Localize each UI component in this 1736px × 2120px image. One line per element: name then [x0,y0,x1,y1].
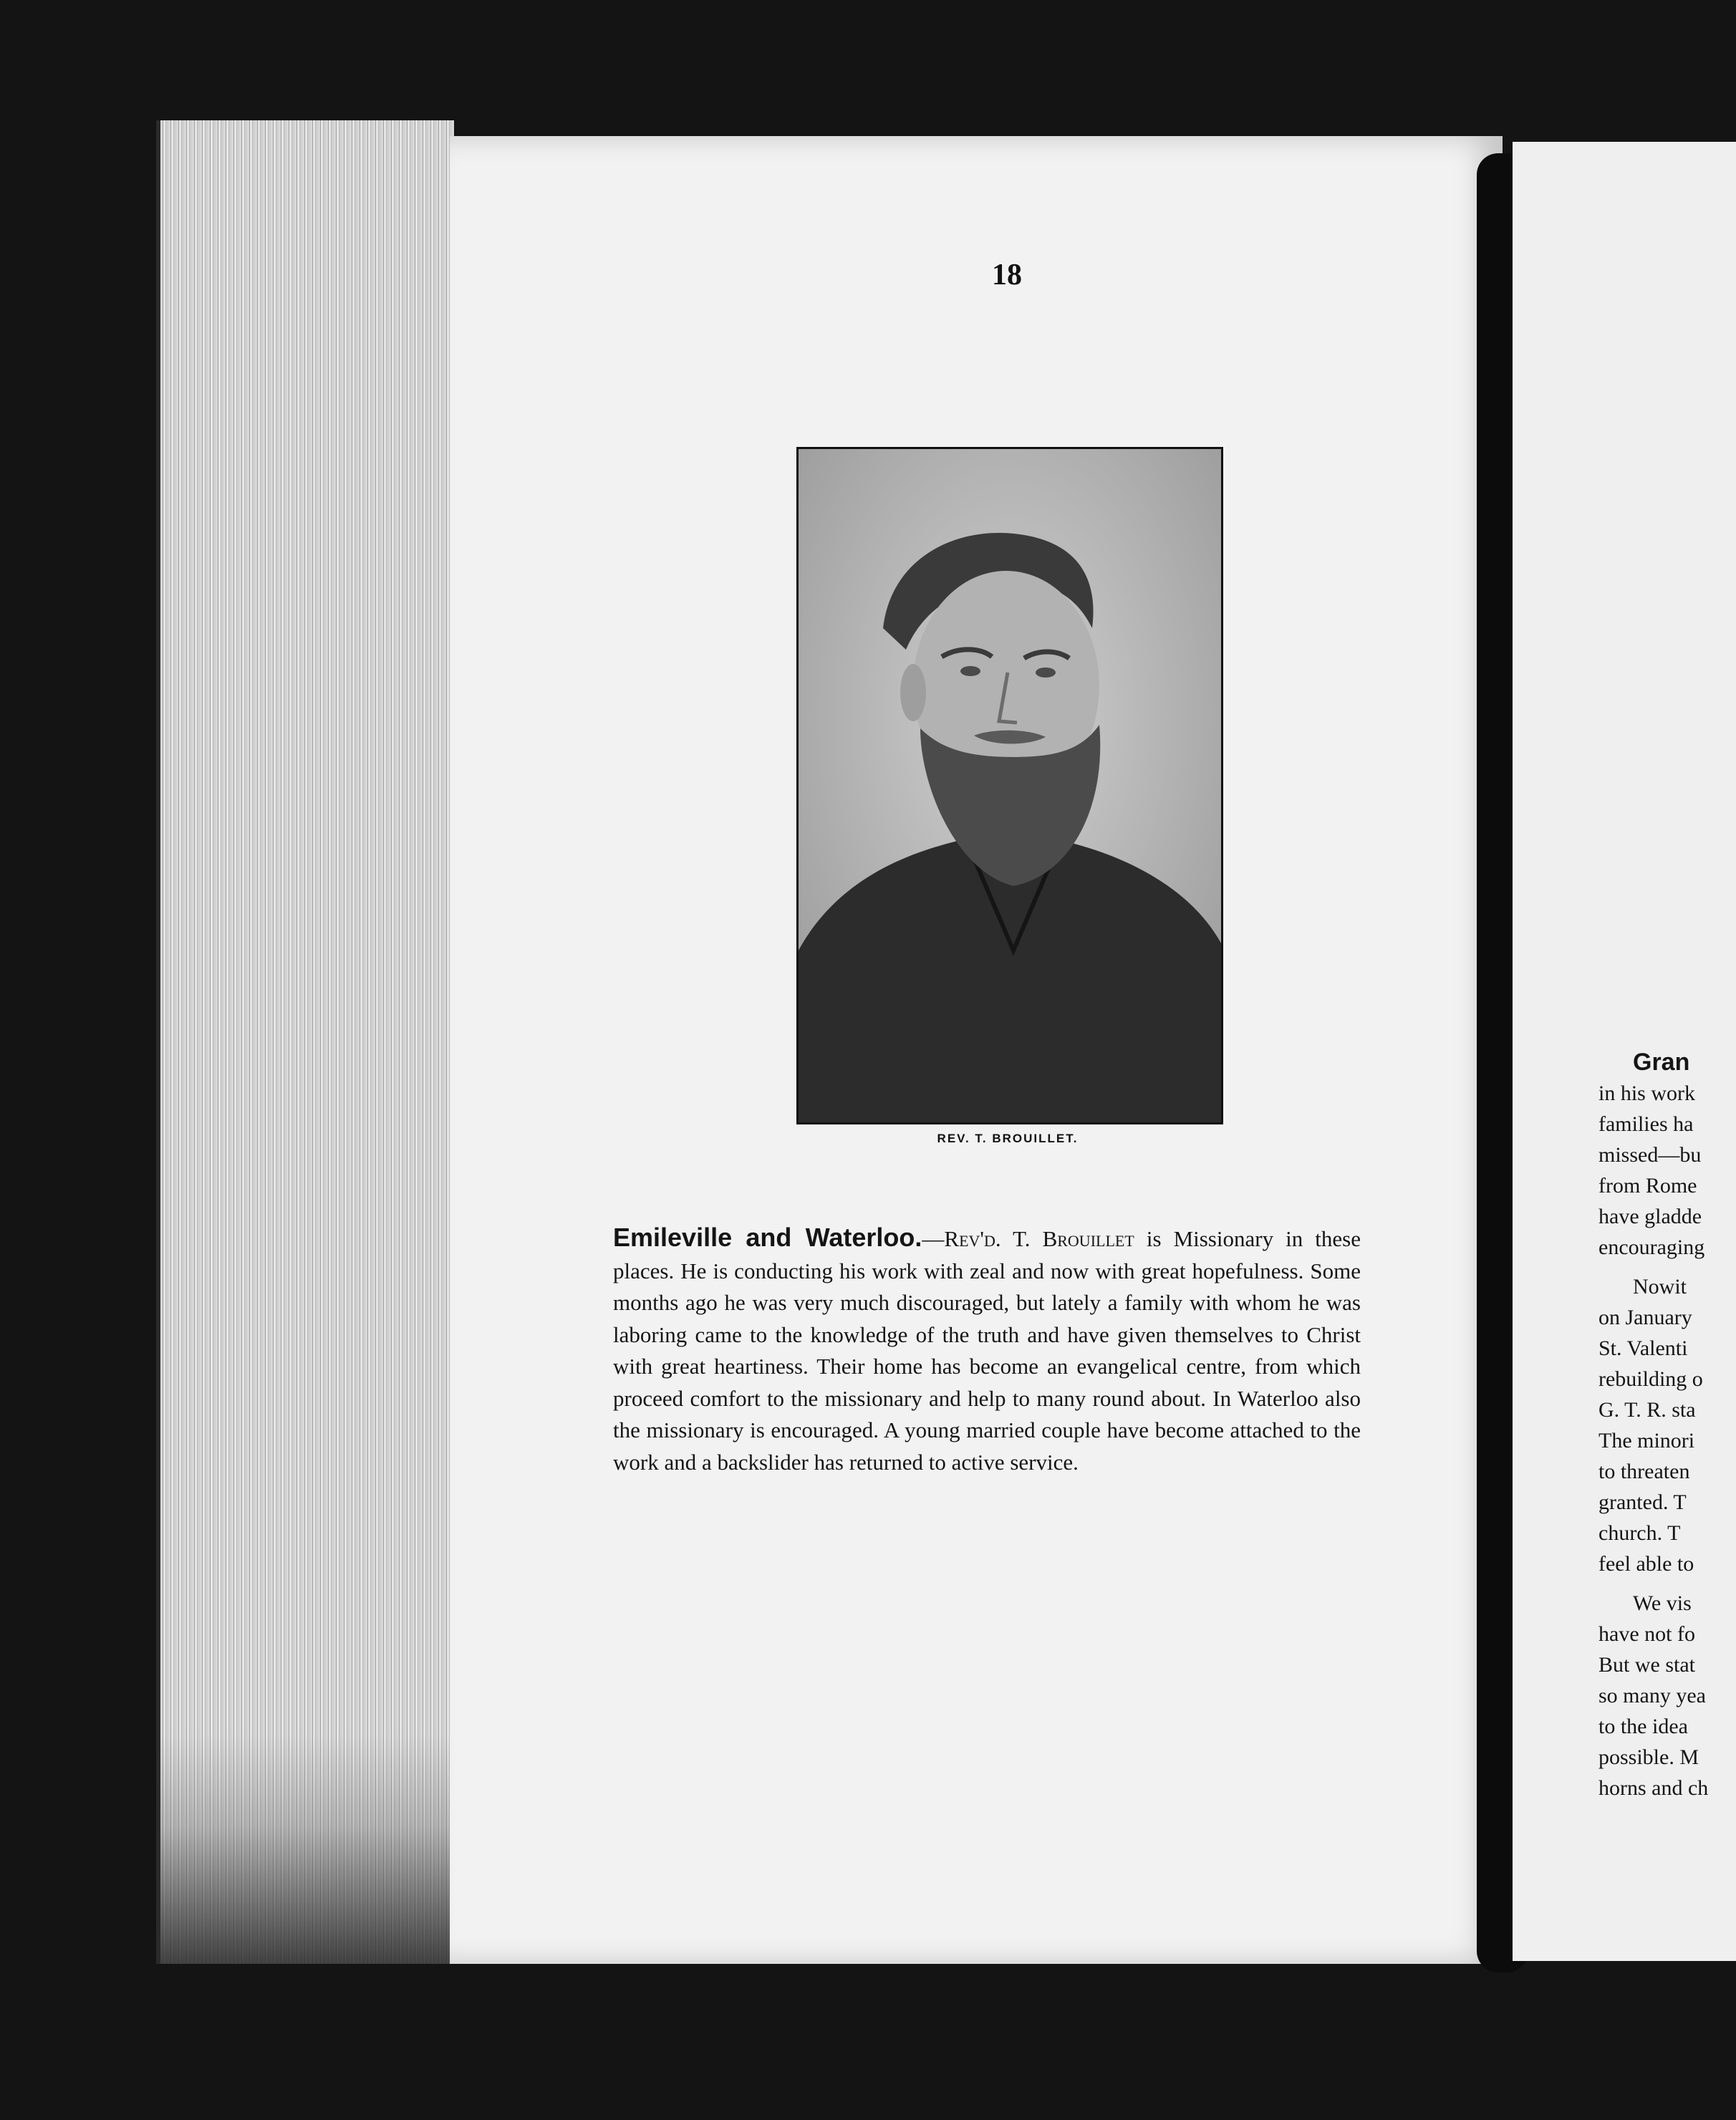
author-name: Brouillet [1042,1226,1134,1251]
portrait-figure [799,449,1221,1122]
right-line: possible. M [1598,1745,1699,1769]
right-line: to the idea [1598,1715,1688,1738]
right-line: St. Valenti [1598,1336,1688,1360]
right-line: rebuilding o [1598,1367,1703,1391]
right-line: horns and ch [1598,1776,1709,1800]
right-line: But we stat [1598,1653,1695,1677]
right-line: families ha [1598,1112,1694,1136]
right-line: Nowit [1633,1275,1687,1298]
article-body: is Missionary in these places. He is conducting his work with zeal and now with great hopefulness. Some months ago he was very much discouraged, but lately a family with whom he was laboring came to the knowledge of the truth and have given themselves to Christ with great heartiness. Their home has become an evangelical centre, from which proceed comfort to the missionary and help to many round about. In Waterloo also the missionary is encouraged. A young married couple have become attached to the work and a backslider has returned to active service. [613,1226,1361,1475]
author-title: Rev'd. T. [944,1226,1043,1251]
heading-dash: — [922,1226,945,1251]
article-heading: Emileville and Waterloo. [613,1223,922,1252]
portrait-caption: REV. T. BROUILLET. [937,1132,1079,1145]
right-line: so many yea [1598,1684,1706,1707]
right-line: We vis [1633,1591,1692,1615]
right-line: encouraging [1598,1235,1705,1259]
page-number: 18 [992,259,1022,292]
right-line: granted. T [1598,1490,1687,1514]
right-line: have not fo [1598,1622,1695,1646]
right-line: have gladde [1598,1205,1702,1228]
right-line: on January [1598,1306,1692,1329]
right-page-heading: Gran [1633,1049,1690,1076]
book-page-edges [156,120,454,1964]
portrait-photo [796,447,1223,1124]
right-line: to threaten [1598,1460,1690,1483]
right-line: from Rome [1598,1174,1697,1198]
right-line: missed—bu [1598,1143,1702,1167]
right-line: feel able to [1598,1552,1694,1576]
right-line: church. T [1598,1521,1681,1545]
article-emileville-waterloo [613,1222,1361,1478]
right-page-text [1598,1047,1736,1803]
right-line: in his work [1598,1081,1695,1105]
right-line: G. T. R. sta [1598,1398,1696,1422]
right-line: The minori [1598,1429,1695,1452]
